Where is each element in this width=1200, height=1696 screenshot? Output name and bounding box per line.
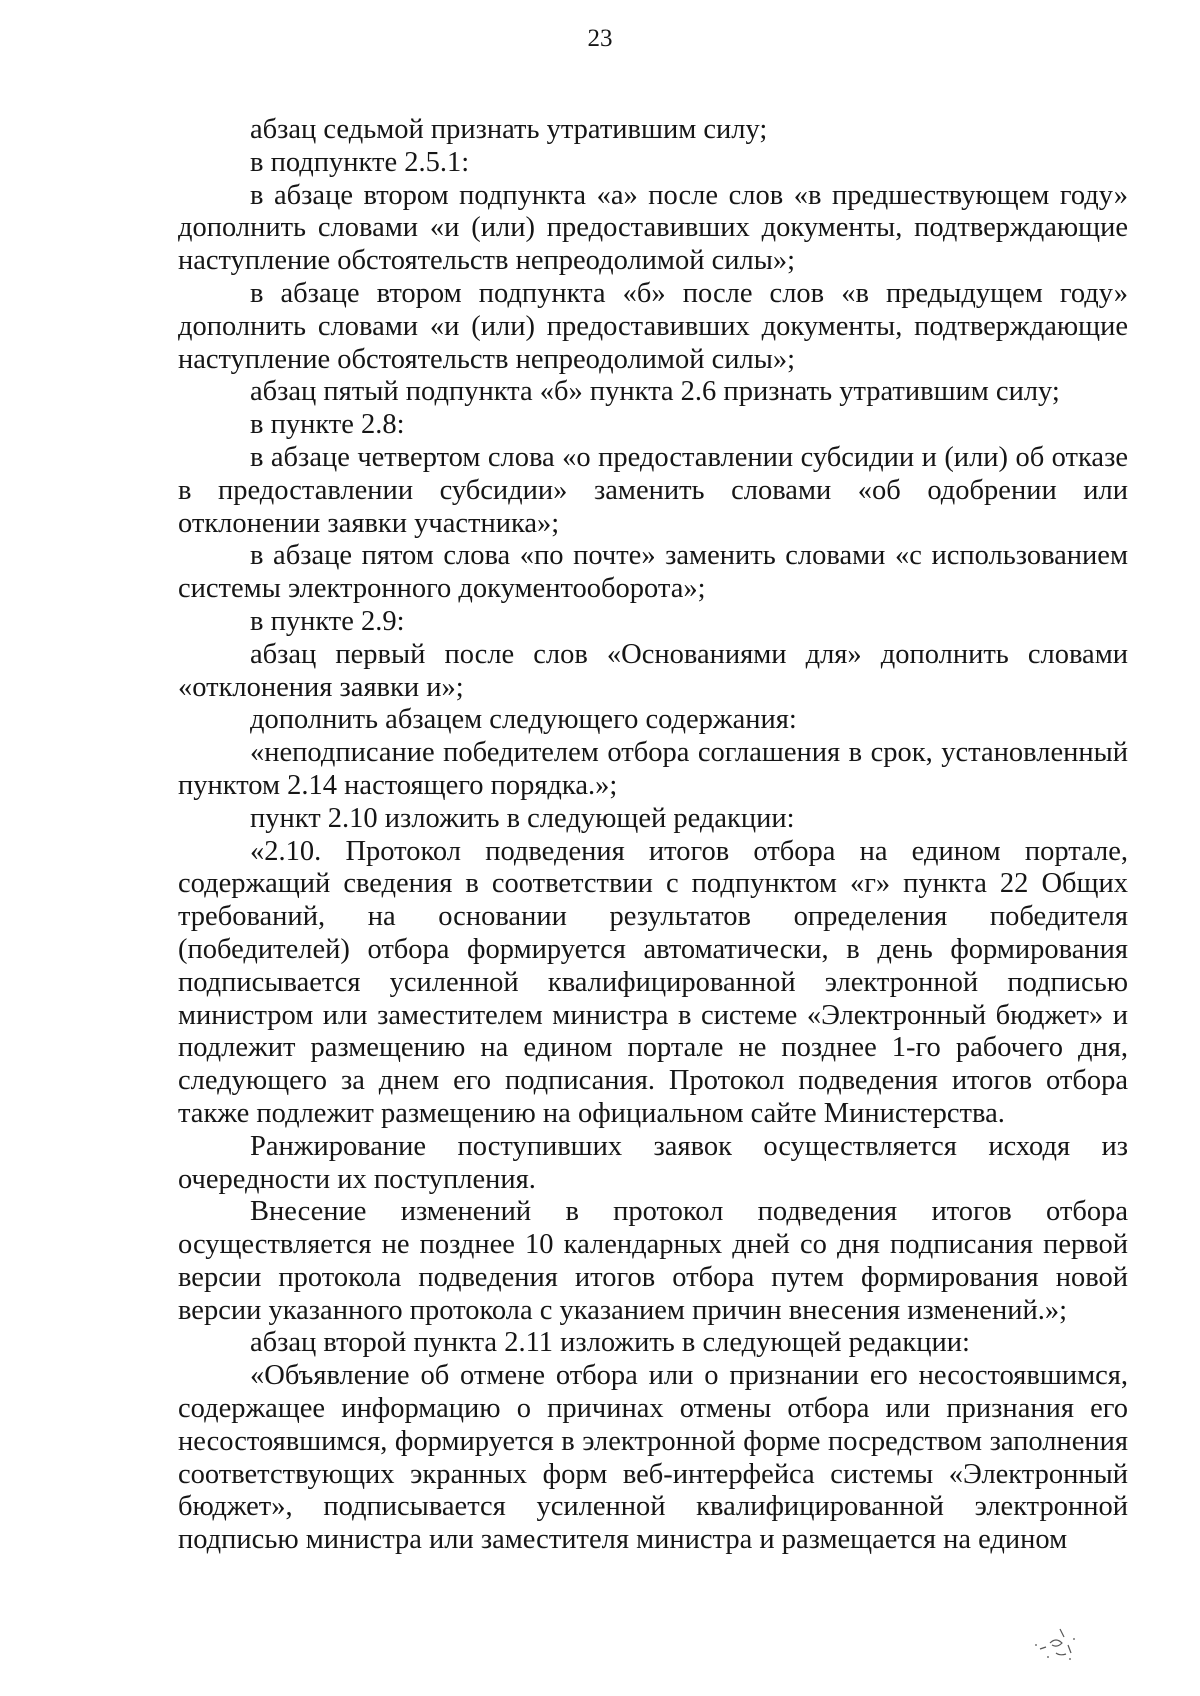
paragraph-13: пункт 2.10 изложить в следующей редакции: (250, 802, 795, 834)
paragraph-10: абзац первый после слов «Основаниями для» дополнить словами «отклонения заявки и»; (178, 638, 1128, 703)
paragraph-11: дополнить абзацем следующего содержания: (250, 704, 797, 736)
paragraph-5: абзац пятый подпункта «б» пункта 2.6 признать утратившим силу; (250, 376, 1060, 408)
paragraph-14: «2.10. Протокол подведения итогов отбора на едином портале, содержащий сведения в соответствии с подпунктом «г» пункта 22 Общих требований, на основании результатов определения победителя (победителей) отбора формируется автоматически, в день формирования подписывается усиленной квалифицированной электронной подписью министром или заместителем министра в системе «Электронный бюджет» и подлежит размещению на едином портале не позднее 1-го рабочего дня, следующего за днем его подписания. Протокол подведения итогов отбора также подлежит размещению на официальном сайте Министерства. (178, 835, 1128, 1129)
paragraph-9: в пункте 2.9: (250, 605, 405, 637)
paragraph-17: абзац второй пункта 2.11 изложить в следующей редакции: (250, 1327, 970, 1359)
paragraph-6: в пункте 2.8: (250, 409, 405, 441)
paragraph-16: Внесение изменений в протокол подведения итогов отбора осуществляется не позднее 10 календарных дней со дня подписания первой версии протокола подведения итогов отбора путем формирования новой версии указанного протокола с указанием причин внесения изменений.»; (178, 1196, 1128, 1326)
paragraph-15: Ранжирование поступивших заявок осуществляется исходя из очередности их поступления. (178, 1130, 1128, 1195)
scan-artifact-icon (1010, 1625, 1090, 1665)
paragraph-3: в абзаце втором подпункта «а» после слов «в предшествующем году» дополнить словами «и (или) предоставивших документы, подтверждающие наступление обстоятельств непреодолимой силы»; (178, 179, 1128, 277)
paragraph-4: в абзаце втором подпункта «б» после слов «в предыдущем году» дополнить словами «и (или) предоставивших документы, подтверждающие наступление обстоятельств непреодолимой силы»; (178, 277, 1128, 375)
paragraph-18: «Объявление об отмене отбора или о признании его несостоявшимся, содержащее информацию о причинах отмены отбора или признания его несостоявшимся, формируется в электронной форме посредством заполнения соответствующих экранных форм веб-интерфейса системы «Электронный бюджет», подписывается усиленной квалифицированной электронной подписью министра или заместителя министра и размещается на едином (178, 1360, 1128, 1556)
paragraph-12: «неподписание победителем отбора соглашения в срок, установленный пунктом 2.14 настоящего порядка.»; (178, 737, 1128, 801)
page-number: 23 (587, 25, 613, 52)
paragraph-2: в подпункте 2.5.1: (250, 146, 470, 178)
document-body (178, 114, 1128, 1557)
paragraph-1: абзац седьмой признать утратившим силу; (250, 114, 768, 145)
paragraph-8: в абзаце пятом слова «по почте» заменить словами «с использованием системы электронного документооборота»; (178, 540, 1128, 605)
paragraph-7: в абзаце четвертом слова «о предоставлении субсидии и (или) об отказе в предоставлении субсидии» заменить словами «об одобрении или отклонении заявки участника»; (178, 441, 1128, 539)
